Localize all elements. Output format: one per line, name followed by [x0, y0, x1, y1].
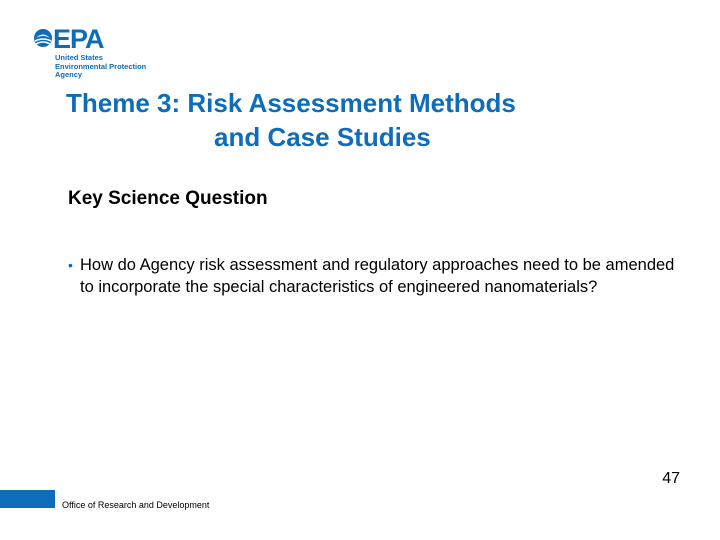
slide-title-line-1: Theme 3: Risk Assessment Methods: [66, 88, 516, 118]
logo-subtitle-line: Agency: [55, 70, 83, 79]
epa-logo: [32, 24, 172, 80]
epa-wordmark: EPA: [53, 24, 104, 54]
logo-subtitle-line: United States: [55, 53, 103, 62]
slide-title-line-2: and Case Studies: [214, 122, 431, 152]
slide-title: [66, 86, 666, 154]
bullet-list: [68, 254, 688, 298]
bullet-text: How do Agency risk assessment and regulatory approaches need to be amended to incorporate the special characteristics of engineered nanomaterials?: [80, 256, 675, 296]
footer-accent-bar: [0, 490, 55, 508]
key-science-question-heading: Key Science Question: [68, 188, 268, 209]
logo-subtitle-line: Environmental Protection: [55, 61, 147, 71]
bullet-item: [68, 254, 688, 298]
epa-logo-subtitle: [55, 54, 146, 80]
footer-text: Office of Research and Development: [62, 500, 210, 510]
epa-flower-icon: [32, 28, 54, 54]
page-number: 47: [662, 470, 680, 487]
bullet-dot-icon: •: [68, 257, 73, 273]
